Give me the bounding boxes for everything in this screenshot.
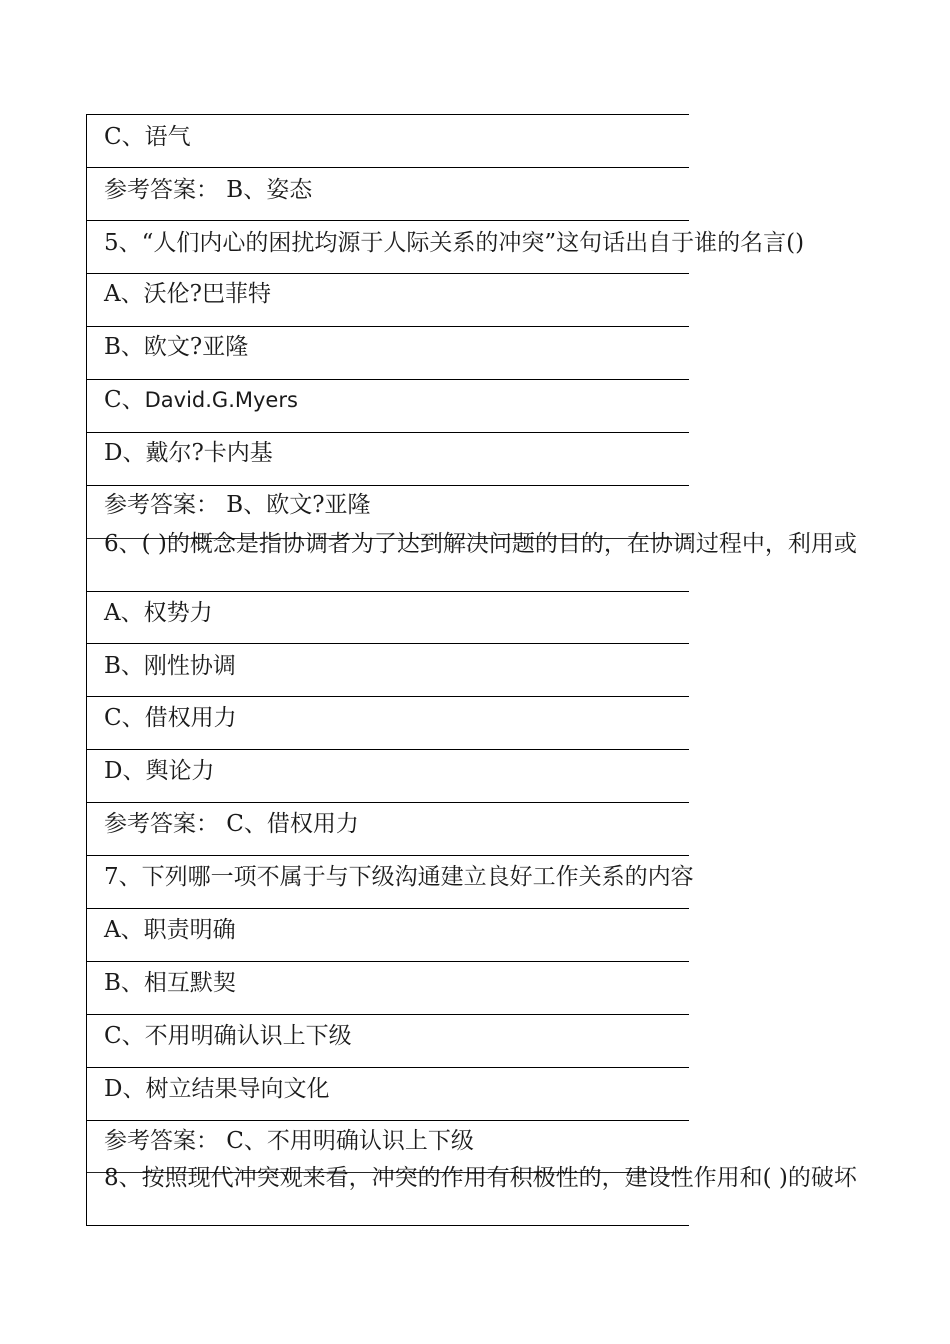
row-divider — [86, 379, 689, 380]
question-text: 6、( )的概念是指协调者为了达到解决问题的目的，在协调过程中，利用或 — [104, 531, 857, 557]
row-divider — [86, 1225, 689, 1226]
row-divider — [86, 273, 689, 274]
option-d-line: D、树立结果导向文化 — [104, 1076, 330, 1102]
option-d-line: D、舆论力 — [104, 758, 215, 784]
option-d-line: D、戴尔?卡内基 — [104, 440, 273, 466]
table-left-border — [86, 114, 87, 1226]
row-divider — [86, 591, 689, 592]
answer-line: 参考答案： B、姿态 — [104, 177, 313, 203]
option-prefix: C、 — [104, 387, 145, 413]
row-divider — [86, 1014, 689, 1015]
row-divider — [86, 855, 689, 856]
row-divider — [86, 1120, 689, 1121]
row-divider — [86, 961, 689, 962]
question-6 — [90, 528, 920, 560]
option-a-line: A、沃伦?巴菲特 — [104, 281, 271, 307]
row-divider — [86, 696, 689, 697]
option-a-line: A、权势力 — [104, 600, 213, 626]
answer-line: 参考答案： C、借权用力 — [104, 811, 359, 837]
row-divider — [86, 220, 689, 221]
option-c-line: C、语气 — [104, 124, 191, 150]
option-b-line: B、相互默契 — [104, 970, 236, 996]
row-divider — [86, 485, 689, 486]
option-a-line: A、职责明确 — [104, 917, 236, 943]
row-divider — [86, 167, 689, 168]
row-divider — [86, 432, 689, 433]
row-divider — [86, 114, 689, 115]
option-c-line: C、不用明确认识上下级 — [104, 1023, 352, 1049]
answer-line: 参考答案： B、欧文?亚隆 — [104, 492, 371, 518]
overlay-divider — [86, 1172, 689, 1173]
row-divider — [86, 1067, 689, 1068]
row-divider — [86, 908, 689, 909]
row-divider — [86, 802, 689, 803]
row-divider — [86, 643, 689, 644]
question-5: 5、“人们内心的困扰均源于人际关系的冲突”这句话出自于谁的名言() — [104, 230, 805, 256]
row-divider — [86, 326, 689, 327]
question-text: 8、按照现代冲突观来看，冲突的作用有积极性的，建设性作用和( )的破坏 — [104, 1165, 857, 1191]
option-c-line: C、借权用力 — [104, 705, 237, 731]
answer-line: 参考答案： C、不用明确认识上下级 — [104, 1128, 474, 1154]
question-8 — [90, 1162, 920, 1194]
overlay-divider — [86, 538, 689, 539]
option-b-line: B、刚性协调 — [104, 653, 236, 679]
option-c-line — [104, 384, 298, 416]
row-divider — [86, 749, 689, 750]
option-b-line: B、欧文?亚隆 — [104, 334, 249, 360]
option-latin-text: David.G.Myers — [144, 388, 298, 412]
question-7: 7、下列哪一项不属于与下级沟通建立良好工作关系的内容 — [104, 864, 694, 890]
